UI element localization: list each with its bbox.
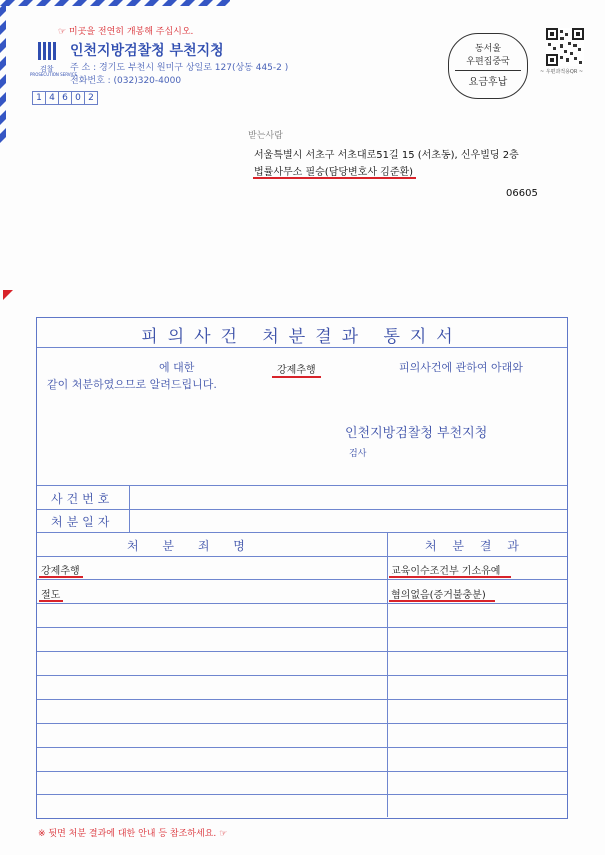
sender-zip — [32, 85, 97, 105]
logo-bars-icon — [36, 40, 60, 64]
qr-code-icon — [546, 28, 584, 66]
border-stripe — [0, 56, 6, 71]
row-line — [37, 747, 567, 748]
intro-crime: 강제추행 — [277, 365, 316, 376]
border-stripe — [0, 74, 6, 89]
postage-stamp — [448, 33, 528, 99]
border-stripe — [198, 0, 213, 6]
zip-digit: 0 — [71, 91, 85, 105]
border-stripe — [108, 0, 123, 6]
column-header-charge: 처 분 죄 명 — [127, 539, 255, 553]
border-stripe — [0, 0, 15, 6]
column-header-result: 처 분 결 과 — [425, 539, 525, 553]
row-line — [37, 579, 567, 580]
sender-org-name: 인천지방검찰청 부천지청 — [70, 43, 224, 59]
recipient-underline — [253, 177, 416, 179]
row-2-charge: 절도 — [41, 590, 61, 601]
border-stripe — [162, 0, 177, 6]
recipient-name: 법률사무소 필승(담당변호사 김준환) — [254, 167, 414, 178]
form-footnote: ※ 뒷면 처분 결과에 대한 안내 등 참조하세요. ☞ — [38, 829, 228, 839]
row-line — [37, 794, 567, 795]
recipient-address: 서울특별시 서초구 서초대로51길 15 (서초동), 신우빌딩 2층 — [254, 150, 519, 161]
border-stripe — [0, 20, 6, 35]
border-stripe — [0, 110, 6, 125]
row-line — [37, 699, 567, 700]
qr-caption: ~ 우편과적용QR ~ — [540, 69, 584, 75]
row-line — [37, 603, 567, 604]
logo-subtext: PROSECUTION SERVICE — [30, 72, 78, 77]
zip-digit: 1 — [32, 91, 46, 105]
row-line — [37, 723, 567, 724]
disposition-notice-form — [36, 317, 568, 819]
row-1-charge-underline — [39, 576, 83, 578]
stamp-line3: 요금후납 — [468, 77, 508, 88]
case-bottom-line — [37, 532, 567, 533]
sender-phone: 전화번호 : (032)320-4000 — [70, 76, 182, 86]
border-stripe — [90, 0, 105, 6]
row-1-result: 교육이수조건부 기소유예 — [391, 566, 501, 577]
case-mid-line — [37, 509, 567, 510]
prosecution-logo — [36, 40, 60, 64]
border-stripe — [180, 0, 195, 6]
stamp-line1: 동서울 — [474, 44, 502, 54]
case-col-divider — [129, 485, 130, 532]
disposition-date-label: 처분일자 — [51, 515, 114, 529]
sender-address: 주 소 : 경기도 부천시 원미구 상일로 127(상동 445-2 ) — [70, 63, 289, 73]
envelope-notice: ☞ 미곳을 전연히 개봉해 주십시오. — [58, 27, 194, 37]
form-title: 피의사건 처분결과 통지서 — [141, 327, 463, 347]
border-stripe — [72, 0, 87, 6]
row-2-result: 혐의없음(증거불충분) — [391, 590, 486, 601]
border-stripe — [36, 0, 51, 6]
logo-text: 검찰 — [40, 65, 54, 73]
row-1-charge: 강제추행 — [41, 566, 80, 577]
row-2-charge-underline — [39, 600, 63, 602]
intro-prefix: 에 대한 — [159, 361, 195, 374]
row-line — [37, 771, 567, 772]
intro-crime-underline — [272, 376, 321, 378]
case-number-label: 사건번호 — [51, 492, 114, 506]
zip-digit: 2 — [84, 91, 98, 105]
row-line — [37, 651, 567, 652]
row-2-result-underline — [389, 600, 495, 602]
zip-digit: 4 — [45, 91, 59, 105]
issuer-name: 인천지방검찰청 부천지청 — [345, 426, 488, 441]
header-bottom-line — [37, 556, 567, 557]
title-divider — [37, 347, 567, 348]
recipient-label: 받는사람 — [248, 131, 283, 141]
corner-mark-icon — [3, 290, 13, 300]
intro-suffix: 피의사건에 관하여 아래와 — [399, 361, 523, 374]
prosecutor-label: 검사 — [349, 449, 367, 459]
border-stripe — [216, 0, 230, 6]
row-line — [37, 675, 567, 676]
border-stripe — [144, 0, 159, 6]
border-stripe — [0, 38, 6, 53]
border-stripe — [18, 0, 33, 6]
recipient-zip: 06605 — [506, 188, 538, 199]
border-stripe — [0, 92, 6, 107]
border-stripe — [0, 128, 6, 143]
stamp-line2: 우편집중국 — [466, 57, 510, 67]
intro-line2: 같이 처분하였으므로 알려드립니다. — [47, 378, 217, 391]
row-1-result-underline — [389, 576, 511, 578]
border-stripe — [126, 0, 141, 6]
border-stripe — [54, 0, 69, 6]
zip-digit: 6 — [58, 91, 72, 105]
case-top-line — [37, 485, 567, 486]
row-line — [37, 627, 567, 628]
